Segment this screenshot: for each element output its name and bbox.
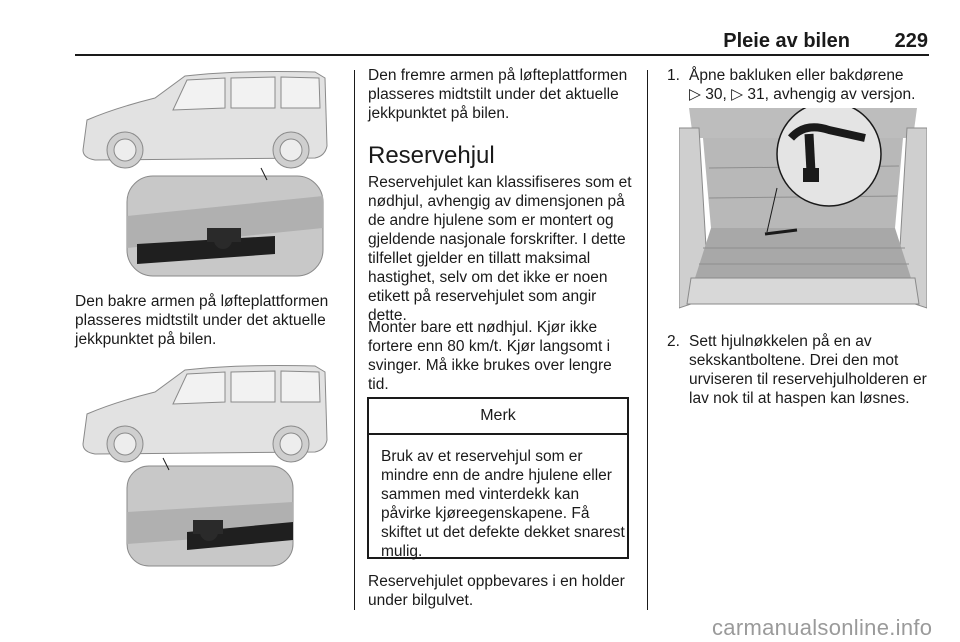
page-header-title: Pleie av bilen (723, 30, 850, 52)
note-title: Merk (369, 399, 627, 435)
footer-watermark: carmanualsonline.info (712, 615, 933, 640)
car-lift-front-illustration (75, 362, 340, 572)
column-divider-2 (647, 70, 648, 610)
column-divider-1 (354, 70, 355, 610)
step-1-line-2 (689, 85, 929, 104)
car-lift-rear-illustration (75, 68, 340, 278)
arrow-reference-icon: ▷ (689, 86, 701, 103)
step-1-line-1: Åpne bakluken eller bakdørene (689, 67, 904, 84)
rear-arm-caption: Den bakre armen på løfteplattformen plasseres midtstilt under det aktuelle jekkpunktet på bilen. (75, 293, 329, 348)
step-2-number: 2. (667, 333, 680, 350)
page-number: 229 (894, 30, 928, 52)
step-1-reference-2[interactable]: 31, avhengig av versjon. (747, 86, 916, 103)
spare-wheel-paragraph-1: Reservehjulet kan klassifiseres som et nødhjul, avhengig av dimensjonen på de andre hjulene som er montert og gjeldende nasjonale forskrifter. I dette tilfellet gjelder en tillatt maksimal hastighet, selv om det ikke er noen etikett på reservehjulet som angir dette. (368, 174, 632, 324)
note-body: Bruk av et reservehjul som er mindre enn de andre hjulene eller sammen med vinterdekk kan påvirke kjøreegenskapene. Få skiftet ut det defekte dekket snarest mulig. (381, 448, 625, 560)
step-2-text: Sett hjulnøkkelen på en av sekskantboltene. Drei den mot urviseren til reservehjulholderen er lav nok til at haspen kan løsnes. (689, 333, 927, 407)
section-heading-reservehjul: Reservehjul (368, 142, 495, 169)
note-box (367, 397, 629, 559)
step-1-reference-1[interactable]: 30, (705, 86, 727, 103)
arrow-reference-icon: ▷ (731, 86, 744, 103)
trunk-spare-wheel-illustration (679, 108, 927, 320)
step-1-number: 1. (667, 67, 680, 84)
spare-wheel-paragraph-3: Reservehjulet oppbevares i en holder under bilgulvet. (368, 573, 625, 609)
spare-wheel-paragraph-2: Monter bare ett nødhjul. Kjør ikke fortere enn 80 km/t. Kjør langsomt i svinger. Må ikke brukes over lengre tid. (368, 319, 612, 393)
header-rule (75, 54, 929, 56)
front-arm-text: Den fremre armen på løfteplattformen plasseres midtstilt under det aktuelle jekkpunktet på bilen. (368, 67, 628, 122)
